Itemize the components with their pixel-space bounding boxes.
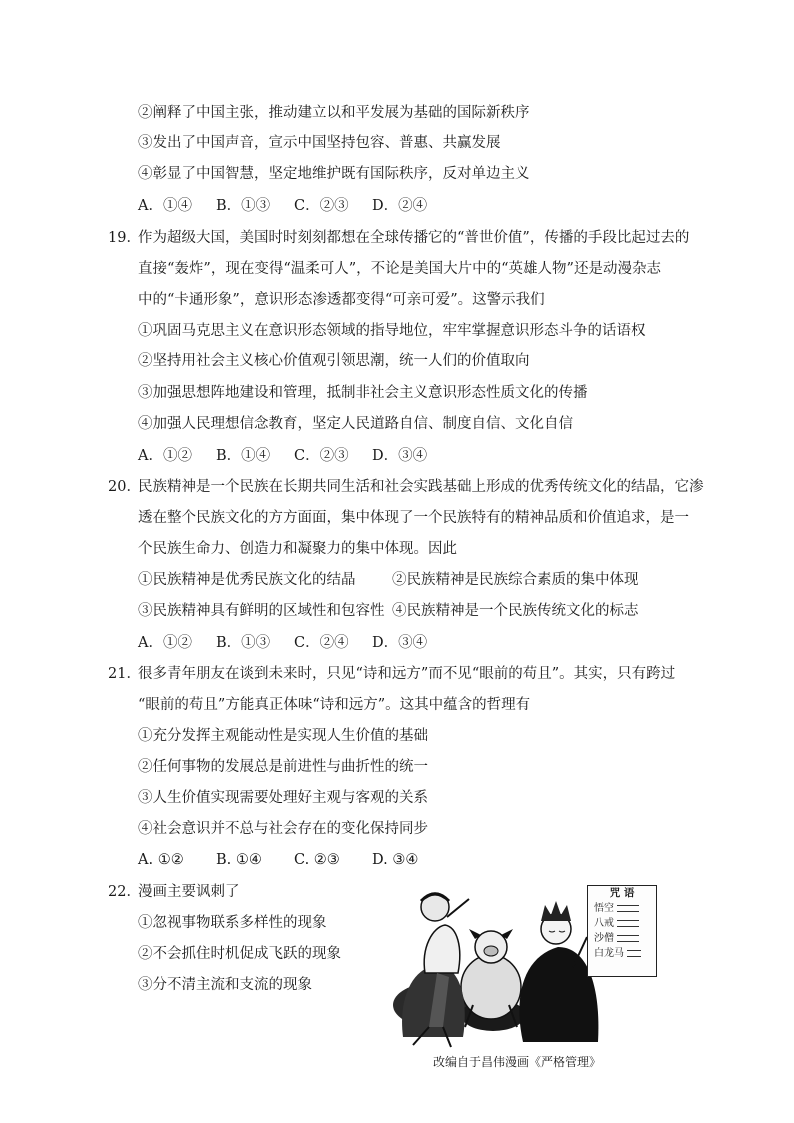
q22-option-3: ③分不清主流和支流的现象 <box>138 977 312 993</box>
q20-number: 20． <box>108 479 141 495</box>
q19-choices <box>138 446 450 466</box>
q21-choice-c: C. ②③ <box>294 852 340 868</box>
q19-option-2: ②坚持用社会主义核心价值观引领思潮，统一人们的价值取向 <box>138 353 530 369</box>
q19-choice-a: A．①② <box>138 448 192 464</box>
q21-option-3: ③人生价值实现需要处理好主观与客观的关系 <box>138 790 428 806</box>
q20-option-4: ④民族精神是一个民族传统文化的标志 <box>392 603 639 619</box>
q18-choice-a: A．①④ <box>138 198 192 214</box>
spell-board-row: 悟空 <box>588 901 656 916</box>
spell-board-row: 沙僧 <box>588 931 656 946</box>
q19-stem-line-2: 直接“轰炸”，现在变得“温柔可人”，不论是美国大片中的“英雄人物”还是动漫杂志 <box>138 261 661 277</box>
q21-option-4: ④社会意识并不总与社会存在的变化保持同步 <box>138 821 428 837</box>
cartoon-figure <box>373 877 661 1073</box>
q20-choice-c: C．②④ <box>294 635 349 651</box>
spell-board-title: 咒 语 <box>609 887 635 899</box>
q21-number: 21． <box>108 666 141 682</box>
q22-stem: 漫画主要讽刺了 <box>138 884 240 900</box>
q21-choice-a: A. ①② <box>138 852 184 868</box>
q20-stem-line-1: 民族精神是一个民族在长期共同生活和社会实践基础上形成的优秀传统文化的结晶，它渗 <box>138 479 704 495</box>
q20-option-2: ②民族精神是民族综合素质的集中体现 <box>392 572 639 588</box>
q18-option-2: ②阐释了中国主张，推动建立以和平发展为基础的国际新秩序 <box>138 105 530 121</box>
q20-choice-d: D．③④ <box>372 635 428 651</box>
cartoon-caption: 改编自于昌伟漫画《严格管理》 <box>432 1055 601 1069</box>
spell-board-row: 八戒 <box>588 916 656 931</box>
q18-option-4: ④彰显了中国智慧，坚定地维护既有国际秩序，反对单边主义 <box>138 166 530 182</box>
q21-choice-d: D. ③④ <box>372 852 419 868</box>
q19-choice-b: B．①④ <box>216 448 271 464</box>
q21-option-2: ②任何事物的发展总是前进性与曲折性的统一 <box>138 759 428 775</box>
spell-board <box>587 885 657 977</box>
q20-option-3: ③民族精神具有鲜明的区域性和包容性 <box>138 603 385 619</box>
q22-option-2: ②不会抓住时机促成飞跃的现象 <box>138 946 341 962</box>
q21-option-1: ①充分发挥主观能动性是实现人生价值的基础 <box>138 728 428 744</box>
spell-board-row: 白龙马 <box>588 946 656 961</box>
q20-choices <box>138 633 450 653</box>
q20-stem-line-2: 透在整个民族文化的方方面面，集中体现了一个民族特有的精神品质和价值追求，是一 <box>138 510 689 526</box>
q19-choice-d: D．③④ <box>372 448 428 464</box>
q20-stem-line-3: 个民族生命力、创造力和凝聚力的集中体现。因此 <box>138 541 457 557</box>
q19-stem-line-3: 中的“卡通形象”，意识形态渗透都变得“可亲可爱”。这警示我们 <box>138 292 545 308</box>
q22-option-1: ①忽视事物联系多样性的现象 <box>138 915 327 931</box>
q22-number: 22． <box>108 884 141 900</box>
q20-choice-b: B．①③ <box>216 635 271 651</box>
q21-stem-line-1: 很多青年朋友在谈到未来时，只见“诗和远方”而不见“眼前的苟且”。其实，只有跨过 <box>138 666 676 682</box>
q20-option-1: ①民族精神是优秀民族文化的结晶 <box>138 572 356 588</box>
q21-stem-line-2: “眼前的苟且”方能真正体味“诗和远方”。这其中蕴含的哲理有 <box>138 697 531 713</box>
q18-choices <box>138 196 450 216</box>
q19-option-4: ④加强人民理想信念教育，坚定人民道路自信、制度自信、文化自信 <box>138 416 573 432</box>
q18-choice-c: C．②③ <box>294 198 349 214</box>
q19-option-3: ③加强思想阵地建设和管理，抵制非社会主义意识形态性质文化的传播 <box>138 385 588 401</box>
q19-number: 19． <box>108 230 141 246</box>
q19-stem-line-1: 作为超级大国，美国时时刻刻都想在全球传播它的“普世价值”，传播的手段比起过去的 <box>138 230 690 246</box>
q19-option-1: ①巩固马克思主义在意识形态领域的指导地位，牢牢掌握意识形态斗争的话语权 <box>138 323 646 339</box>
q18-choice-d: D．②④ <box>372 198 428 214</box>
q18-option-3: ③发出了中国声音，宣示中国坚持包容、普惠、共赢发展 <box>138 135 501 151</box>
q21-choice-b: B. ①④ <box>216 852 262 868</box>
q21-choices <box>138 850 450 870</box>
q20-choice-a: A．①② <box>138 635 192 651</box>
q19-choice-c: C．②③ <box>294 448 349 464</box>
q18-choice-b: B．①③ <box>216 198 271 214</box>
